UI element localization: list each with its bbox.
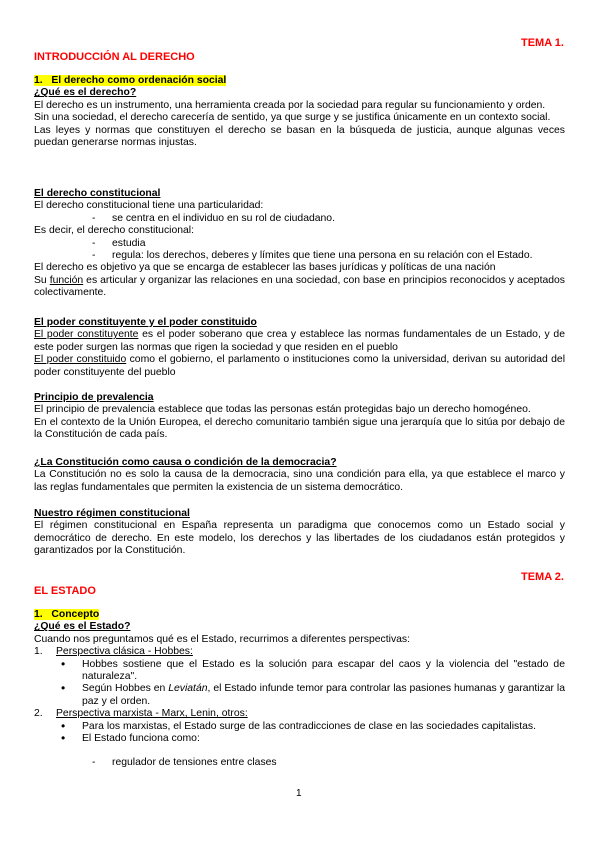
tema1-label: TEMA 1. <box>521 37 564 49</box>
paragraph: Es decir, el derecho constitucional: <box>34 225 194 237</box>
tema1-title: INTRODUCCIÓN AL DERECHO <box>34 51 195 63</box>
section-heading: 1. Concepto <box>34 609 100 620</box>
section-derecho-constitucional <box>34 188 565 300</box>
section-regimen <box>34 508 565 558</box>
dash-item: - regula: los derechos, deberes y límites que tiene una persona en su relación con el Estado. <box>92 250 533 262</box>
subheading: El poder constituyente y el poder constituido <box>34 317 257 328</box>
section-heading: 1. El derecho como ordenación social <box>34 75 227 86</box>
bullet-item: • Hobbes sostiene que el Estado es la solución para escapar del caos y la violencia del "estado de naturaleza". <box>61 656 565 683</box>
section-poder-constituyente <box>34 317 565 379</box>
paragraph: Sin una sociedad, el derecho carecería de sentido, ya que surge y se justifica únicamente en un contexto social. <box>34 112 551 124</box>
bullet-item: • El Estado funciona como: <box>61 731 200 746</box>
paragraph: El derecho es un instrumento, una herramienta creada por la sociedad para regular su funcionamiento y orden. <box>34 99 546 111</box>
bullet-icon: • <box>61 731 66 746</box>
dash-item: - regulador de tensiones entre clases <box>92 757 277 769</box>
subheading: El derecho constitucional <box>34 188 161 199</box>
section-prevalencia <box>34 392 565 442</box>
dash-item: - estudia <box>92 237 146 249</box>
paragraph: El régimen constitucional en España representa un paradigma que conocemos como un Estado social y democrático de derecho. En este modelo, los derechos y las libertades de los ciudadanos están protegidos y garantizados por la Constitución. <box>34 520 565 557</box>
paragraph: El derecho constitucional tiene una particularidad: <box>34 200 264 212</box>
tema2-label: TEMA 2. <box>521 571 564 583</box>
subheading: ¿La Constitución como causa o condición de la democracia? <box>34 457 337 468</box>
numbered-item: 2. Perspectiva marxista - Marx, Lenin, otros: <box>34 708 248 720</box>
numbered-item: 1. Perspectiva clásica - Hobbes: <box>34 646 193 658</box>
paragraph: El derecho es objetivo ya que se encarga de establecer las bases jurídicas y políticas de una nación <box>34 262 496 274</box>
paragraph: Cuando nos preguntamos qué es el Estado, recurrimos a diferentes perspectivas: <box>34 633 411 645</box>
question-heading: ¿Qué es el Estado? <box>34 621 131 633</box>
paragraph: Su función es articular y organizar las relaciones en una sociedad, con base en principios reconocidos y aceptados colectivamente. <box>34 274 565 299</box>
bullet-icon: • <box>61 656 66 671</box>
bullet-icon: • <box>61 681 66 696</box>
paragraph: La Constitución no es solo la causa de la democracia, sino una condición para ella, ya que establece el marco y las reglas fundamentales que permiten la existencia de un sistema democrático. <box>34 469 565 493</box>
subheading: Nuestro régimen constitucional <box>34 508 190 519</box>
page-number: 1 <box>296 788 302 799</box>
paragraph: El principio de prevalencia establece que todas las personas están protegidas bajo un derecho homogéneo. <box>34 404 531 416</box>
bullet-item: • Según Hobbes en Leviatán, el Estado infunde temor para controlar las pasiones humanas y garantizar la paz y el orden. <box>61 681 565 707</box>
bullet-icon: • <box>61 718 66 733</box>
paragraph: El poder constituido como el gobierno, el parlamento o instituciones como la universidad, derivan su autoridad del poder constituyente del pueblo <box>34 354 565 378</box>
section-concepto <box>34 609 565 770</box>
paragraph: Las leyes y normas que constituyen el derecho se basan en la búsqueda de justicia, aunque algunas veces puedan generarse normas injustas. <box>34 124 565 149</box>
dash-item: - se centra en el individuo en su rol de ciudadano. <box>92 212 335 224</box>
bullet-item: • Para los marxistas, el Estado surge de las contradicciones de clase en las sociedades capitalistas. <box>61 718 536 733</box>
paragraph: El poder constituyente es el poder soberano que crea y establece las normas fundamentales de un Estado, y de este poder surgen las normas que rigen la sociedad y que residen en el pueblo <box>34 329 565 353</box>
section-democracia <box>34 457 565 494</box>
question-heading: ¿Qué es el derecho? <box>34 87 137 99</box>
paragraph: En el contexto de la Unión Europea, el derecho comunitario también sigue una jerarquía que lo sitúa por debajo de la Constitución de cada país. <box>34 416 565 441</box>
subheading: Principio de prevalencia <box>34 392 154 403</box>
section-derecho-ordenacion <box>34 75 565 149</box>
tema2-title: EL ESTADO <box>34 585 96 597</box>
